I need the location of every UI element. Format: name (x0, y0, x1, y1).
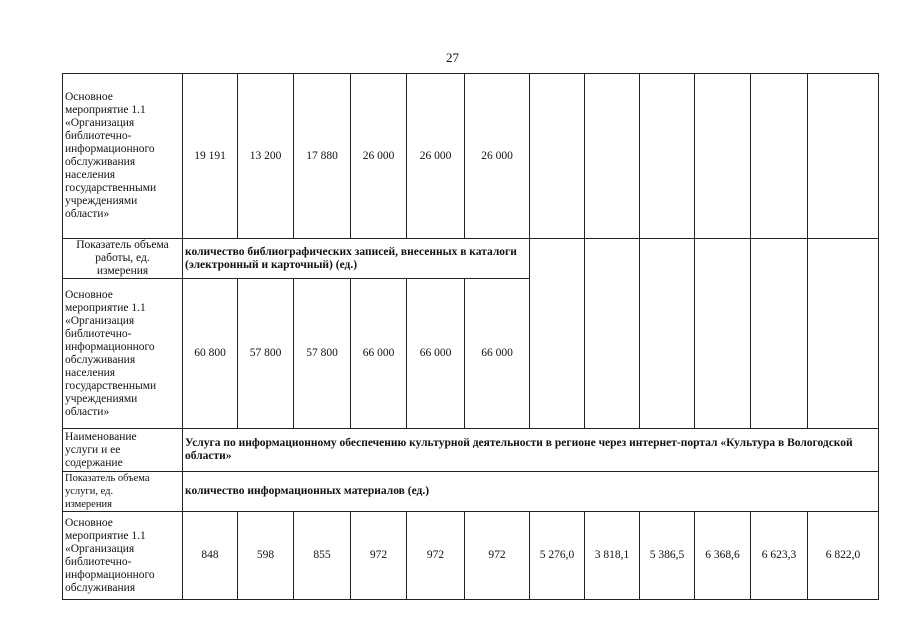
value-cell: 5 386,5 (640, 512, 695, 600)
value-cell: 26 000 (351, 74, 407, 239)
value-cell: 848 (183, 512, 238, 600)
empty-cell (640, 74, 695, 239)
page-number: 27 (446, 50, 459, 65)
service-text: Услуга по информационному обеспечению культурной деятельности в регионе через интернет-портал «Культура в Вологодской области» (183, 429, 879, 472)
merged-empty-cell (640, 239, 695, 429)
indicator-text: количество библиографических записей, внесенных в каталоги (электронный и карточный) (ед.) (183, 239, 530, 279)
value-cell: 66 000 (351, 279, 407, 429)
value-cell: 855 (294, 512, 351, 600)
empty-cell (530, 74, 585, 239)
value-cell: 57 800 (294, 279, 351, 429)
table-row-measure-1 (63, 74, 879, 239)
value-cell: 19 191 (183, 74, 238, 239)
value-cell: 6 822,0 (808, 512, 879, 600)
value-cell: 972 (351, 512, 407, 600)
table-row-indicator-2 (63, 472, 879, 512)
row-label: Показатель объема работы, ед. измерения (63, 239, 183, 279)
merged-empty-cell (808, 239, 879, 429)
merged-empty-cell (530, 239, 585, 429)
value-cell: 6 623,3 (751, 512, 808, 600)
value-cell: 60 800 (183, 279, 238, 429)
value-cell: 5 276,0 (530, 512, 585, 600)
indicator-text: количество информационных материалов (ед.) (183, 472, 879, 512)
value-cell: 17 880 (294, 74, 351, 239)
row-label: Основное мероприятие 1.1 «Организация библиотечно- информационного обслуживания населения государственными учреждениями области» (63, 279, 183, 429)
row-label: Основное мероприятие 1.1 «Организация библиотечно- информационного обслуживания населения государственными учреждениями области» (63, 74, 183, 239)
row-label: Показатель объема услуги, ед. измерения (63, 472, 183, 512)
value-cell: 972 (407, 512, 465, 600)
table-row-measure-3 (63, 512, 879, 600)
value-cell: 66 000 (465, 279, 530, 429)
merged-empty-cell (585, 239, 640, 429)
row-label: Наименование услуги и ее содержание (63, 429, 183, 472)
merged-empty-cell (695, 239, 751, 429)
value-cell: 66 000 (407, 279, 465, 429)
empty-cell (695, 74, 751, 239)
value-cell: 972 (465, 512, 530, 600)
value-cell: 57 800 (238, 279, 294, 429)
value-cell: 26 000 (465, 74, 530, 239)
value-cell: 26 000 (407, 74, 465, 239)
empty-cell (808, 74, 879, 239)
value-cell: 6 368,6 (695, 512, 751, 600)
value-cell: 598 (238, 512, 294, 600)
row-label: Основное мероприятие 1.1 «Организация библиотечно- информационного обслуживания (63, 512, 183, 600)
merged-empty-cell (751, 239, 808, 429)
empty-cell (585, 74, 640, 239)
empty-cell (751, 74, 808, 239)
table-row-service (63, 429, 879, 472)
value-cell: 13 200 (238, 74, 294, 239)
data-table (62, 73, 879, 600)
table-row-indicator-1 (63, 239, 879, 257)
value-cell: 3 818,1 (585, 512, 640, 600)
